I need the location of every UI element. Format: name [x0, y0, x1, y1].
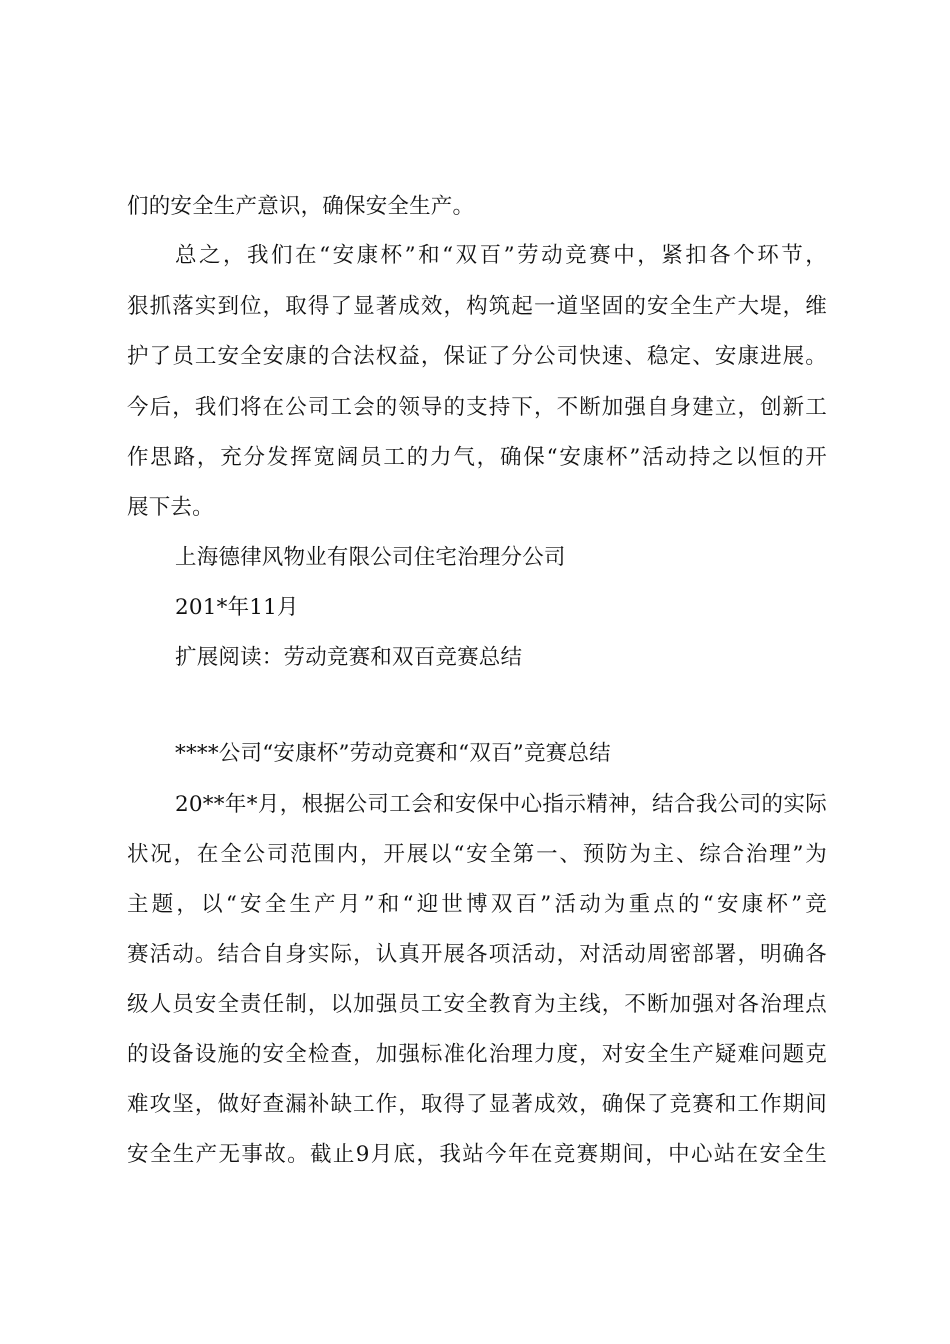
text-line: 赛活动。结合自身实际，认真开展各项活动，对活动周密部署，明确各	[127, 942, 827, 967]
section-title: ****公司“安康杯”劳动竞赛和“双百”竞赛总结	[175, 741, 611, 766]
signature-date: 201*年11月	[175, 595, 299, 620]
text-line: 级人员安全责任制，以加强员工安全教育为主线，不断加强对各治理点	[127, 992, 827, 1017]
text-line: 总之，我们在“安康杯”和“双百”劳动竞赛中，紧扣各个环节，	[175, 243, 827, 268]
text-line: 状况，在全公司范围内，开展以“安全第一、预防为主、综合治理”为	[127, 842, 827, 867]
text-line: 主题，以“安全生产月”和“迎世博双百”活动为重点的“安康杯”竞	[127, 892, 827, 917]
text-line: 难攻坚，做好查漏补缺工作，取得了显著成效，确保了竞赛和工作期间	[127, 1092, 827, 1117]
extended-reading-heading: 扩展阅读：劳动竞赛和双百竞赛总结	[175, 645, 523, 670]
text-line: 护了员工安全安康的合法权益，保证了分公司快速、稳定、安康进展。	[127, 344, 827, 369]
text-line: 今后，我们将在公司工会的领导的支持下，不断加强自身建立，创新工	[127, 395, 827, 420]
text-line: 狠抓落实到位，取得了显著成效，构筑起一道坚固的安全生产大堤，维	[127, 294, 827, 319]
text-line: 安全生产无事故。截止9月底，我站今年在竞赛期间，中心站在安全生	[127, 1142, 827, 1167]
text-line: 作思路，充分发挥宽阔员工的力气，确保“安康杯”活动持之以恒的开	[127, 445, 827, 470]
signature-company: 上海德律风物业有限公司住宅治理分公司	[175, 545, 566, 570]
text-line: 20**年*月，根据公司工会和安保中心指示精神，结合我公司的实际	[175, 792, 827, 817]
text-line: 的设备设施的安全检查，加强标准化治理力度，对安全生产疑难问题克	[127, 1042, 827, 1067]
text-line: 展下去。	[127, 495, 214, 520]
text-line: 们的安全生产意识，确保安全生产。	[127, 194, 475, 219]
